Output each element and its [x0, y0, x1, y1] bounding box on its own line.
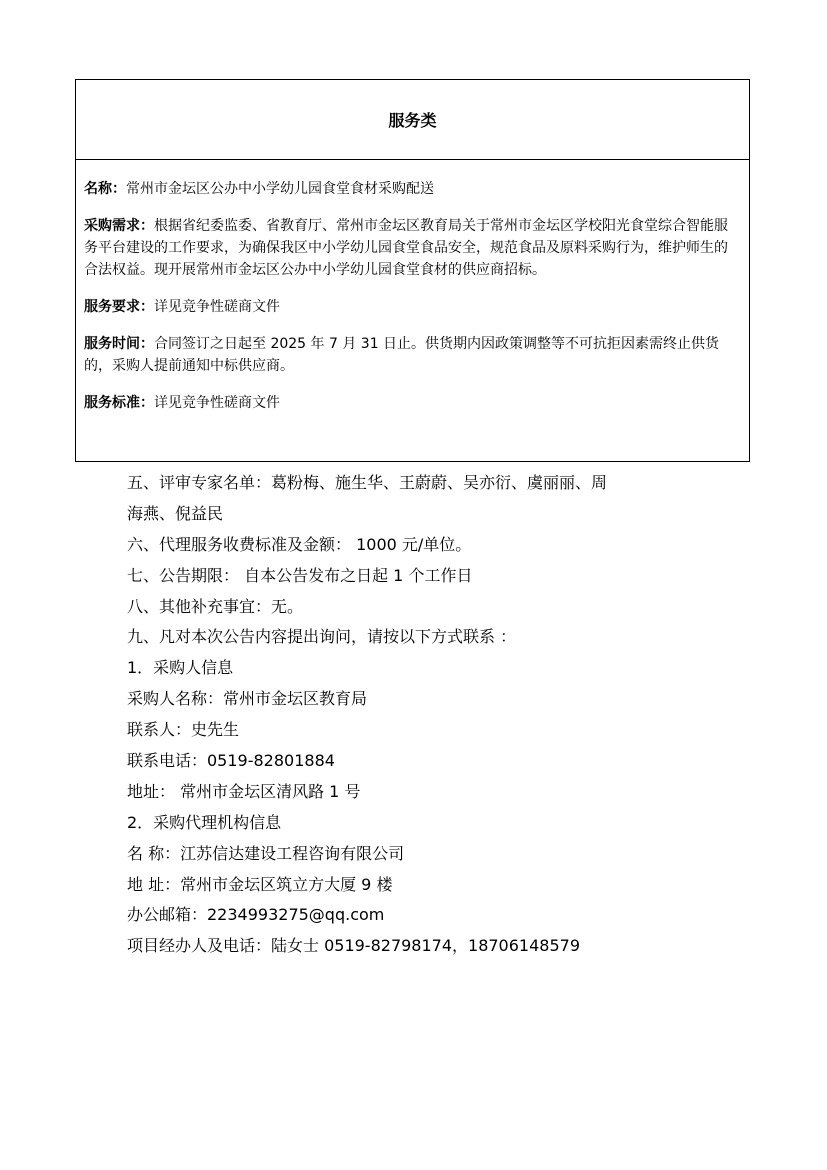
purchaser-phone-line: 联系电话：0519-82801884: [127, 751, 335, 771]
service-time-value: 合同签订之日起至 2025 年 7 月 31 日止。供货期内因政策调整等不可抗拒因素需终止供货的，采购人提前通知中标供应商。: [84, 336, 720, 374]
agency-email-line: 办公邮箱：2234993275@qq.com: [127, 905, 385, 925]
experts-line: 五、评审专家名单：葛粉梅、施生华、王蔚蔚、吴亦衍、虞丽丽、周: [127, 473, 608, 492]
agency-address-line: 地 址：常州市金坛区筑立方大厦 9 楼: [127, 874, 393, 894]
service-standard-label: 服务标准：: [84, 395, 154, 411]
service-requirement-label: 服务要求：: [84, 299, 154, 315]
purchaser-contact-line: 联系人：史先生: [127, 720, 240, 740]
table-header: [76, 80, 749, 160]
service-requirement-value: 详见竞争性磋商文件: [154, 299, 280, 315]
purchaser-info-heading: 1．采购人信息: [127, 658, 234, 678]
announcement-details: [127, 468, 727, 962]
service-time-label: 服务时间：: [84, 336, 154, 352]
name-label: 名称：: [84, 181, 126, 197]
requirement-row: [84, 215, 741, 281]
contact-intro-line: 九、凡对本次公告内容提出询问，请按以下方式联系 ：: [127, 627, 517, 647]
experts-line-continued: 海燕、倪益民: [127, 503, 224, 523]
table-title: 服务类: [388, 111, 437, 130]
notice-period-line: 七、公告期限： 自本公告发布之日起 1 个工作日: [127, 565, 473, 585]
agency-fee-line: 六、代理服务收费标准及金额： 1000 元/单位。: [127, 534, 472, 554]
service-standard-value: 详见竞争性磋商文件: [154, 395, 280, 411]
name-value: 常州市金坛区公办中小学幼儿园食堂食材采购配送: [126, 181, 434, 197]
table-body: [76, 160, 749, 414]
requirement-value: 根据省纪委监委、省教育厅、常州市金坛区教育局关于常州市金坛区学校阳光食堂综合智能服务平台建设的工作要求，为确保我区中小学幼儿园食堂食品安全，规范食品及原料采购行为，维护师生的合法权益。现开展常州市金坛区公办中小学幼儿园食堂食材的供应商招标。: [84, 218, 728, 278]
purchaser-name-line: 采购人名称：常州市金坛区教育局: [127, 689, 368, 709]
agency-name-line: 名 称：江苏信达建设工程咨询有限公司: [127, 843, 405, 863]
service-info-table: [75, 79, 750, 462]
service-time-row: [84, 333, 741, 377]
other-matters-line: 八、其他补充事宜：无。: [127, 596, 304, 616]
purchaser-address-line: 地址： 常州市金坛区清风路 1 号: [127, 781, 361, 801]
service-standard-row: [84, 392, 741, 414]
requirement-label: 采购需求：: [84, 218, 154, 234]
service-requirement-row: [84, 296, 741, 318]
project-contact-line: 项目经办人及电话：陆女士 0519-82798174，18706148579: [127, 936, 580, 956]
agency-info-heading: 2．采购代理机构信息: [127, 812, 282, 832]
name-row: [84, 178, 741, 200]
